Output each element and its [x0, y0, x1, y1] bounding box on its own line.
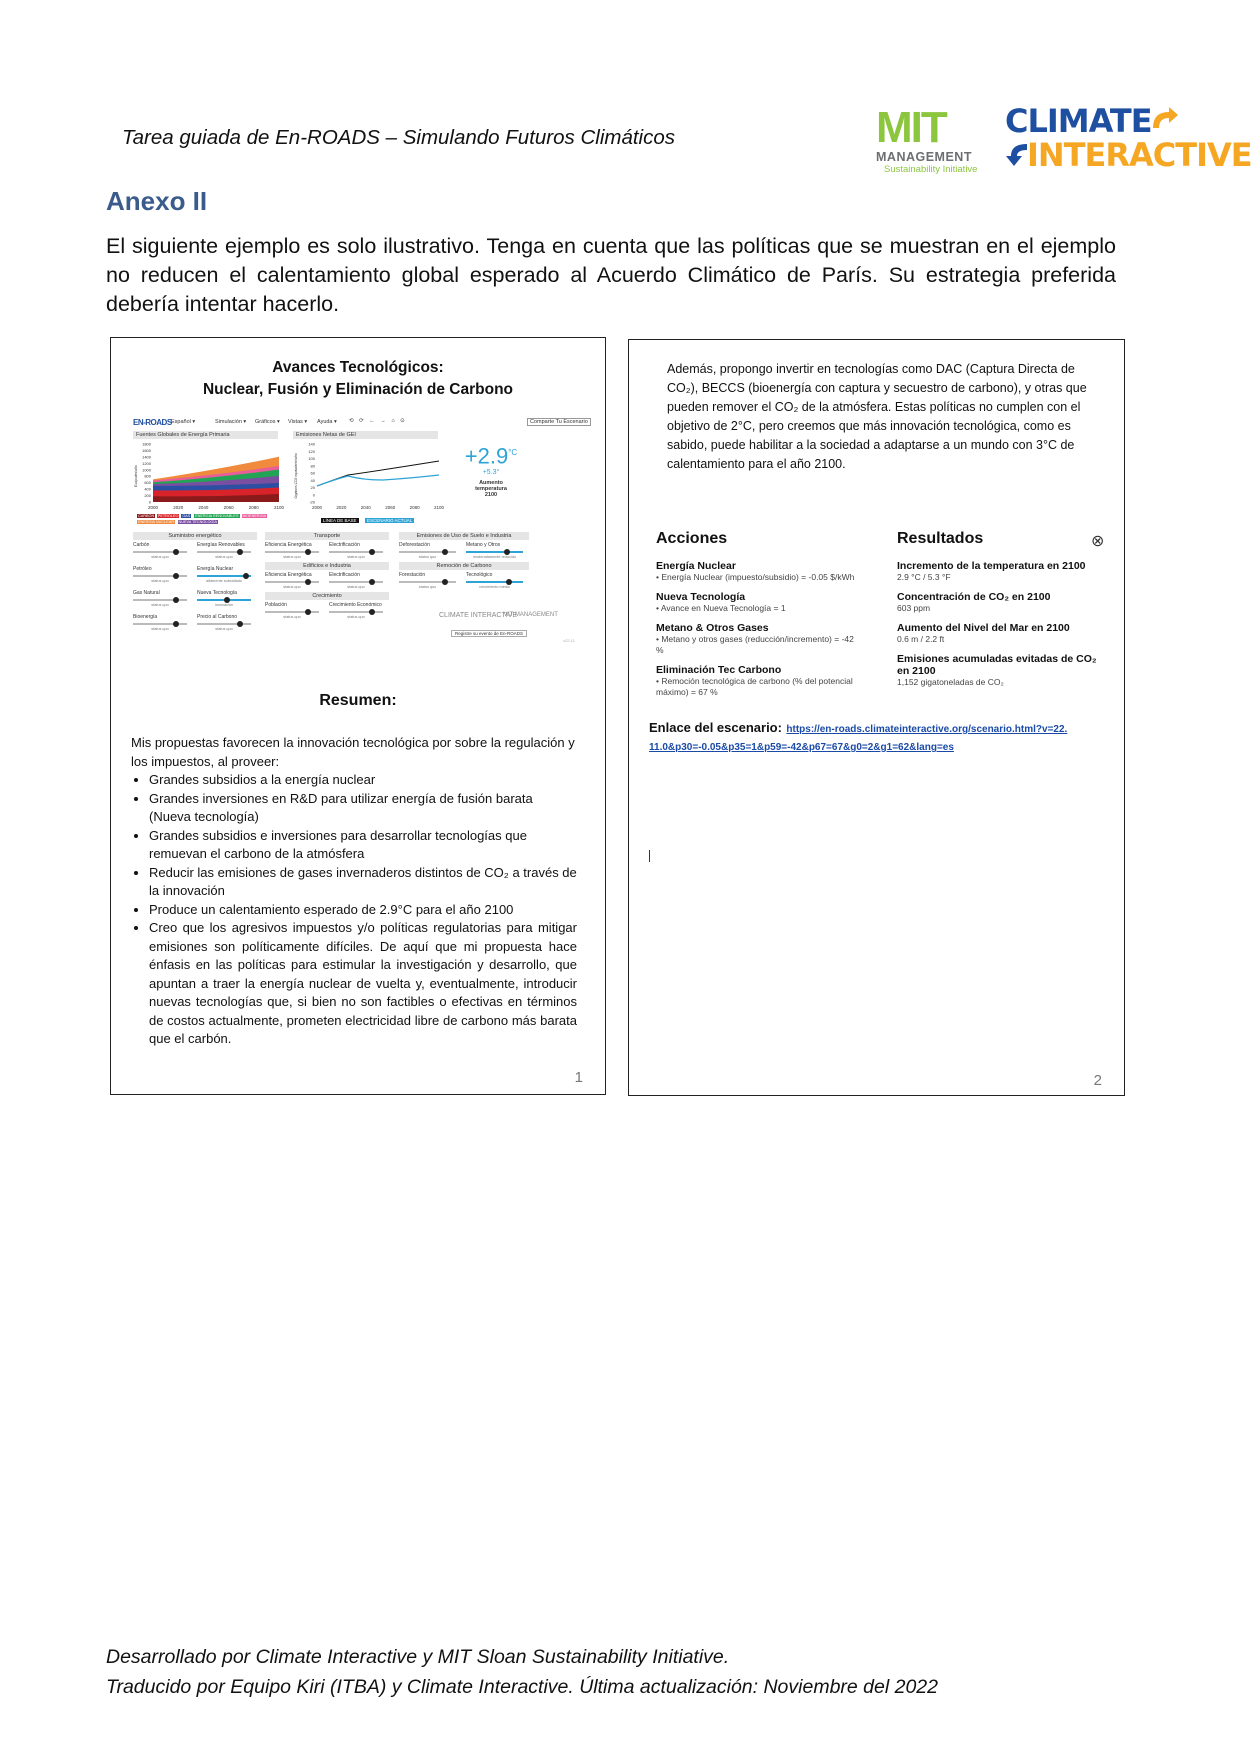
mit-logo-line2: Sustainability Initiative: [884, 164, 978, 175]
temperature-baseline: +5.3°: [482, 469, 500, 477]
slider-status: status quo: [283, 555, 301, 559]
summary-bullets: [131, 771, 577, 1049]
slider-label: Electrificación: [329, 542, 360, 548]
slider-status: crecimiento medio: [479, 585, 510, 589]
result-item: Aumento del Nivel del Mar en 2100 0.6 m / 2.2 ft: [897, 622, 1070, 644]
slider-track[interactable]: [197, 551, 251, 553]
annex-title: Anexo II: [106, 186, 208, 216]
slider-label: Carbón: [133, 542, 150, 548]
chart1-ytick: 1800: [142, 441, 151, 447]
slider-track[interactable]: [197, 623, 251, 625]
chart1-xtick: 2020: [173, 505, 184, 510]
ci-arrow-icon: [1149, 106, 1179, 132]
slider-status: status quo: [215, 627, 233, 631]
slide-2: [628, 339, 1125, 1096]
bullet-item: • Grandes subsidios e inversiones para desarrollar tecnologías que remuevan el carbono de la atmósfera: [149, 827, 577, 864]
mit-logo-mark: MIT: [876, 103, 946, 152]
chart2-xtick: 2080: [409, 505, 420, 510]
chart1-legend-item: NUEVA TECNOLOGÍA: [178, 520, 217, 524]
chart1-ytick: 800: [144, 473, 151, 479]
slider-label: Precio al Carbono: [197, 614, 238, 620]
slider-group-header: Crecimiento: [265, 592, 389, 600]
chart2-ytick: 40: [310, 477, 315, 483]
chart2-ytick: 60: [310, 470, 315, 476]
enroads-undo-redo-icons[interactable]: ⟲ ⟳ ← → ⌂ ⊙: [349, 418, 407, 424]
chart1-legend-item: CARBÓN: [138, 514, 155, 518]
chart1-ytick: 0: [148, 499, 151, 505]
slider-track[interactable]: [265, 551, 319, 553]
chart1-legend-item: BIOENERGÍA: [242, 514, 267, 518]
slider-status: altamente subsidiado: [206, 579, 242, 583]
legend-current: ESCENARIO ACTUAL: [367, 518, 413, 523]
bullet-item: • Grandes subsidios a la energía nuclear: [149, 771, 577, 790]
chart2-xtick: 2000: [311, 505, 323, 510]
slider-knob[interactable]: [173, 621, 179, 627]
results-title: Resultados: [897, 530, 984, 547]
slider-knob[interactable]: [369, 549, 375, 555]
summary-body: [131, 734, 577, 1049]
slider-status: status quo: [151, 603, 169, 607]
chart1-primary-energy: [133, 440, 283, 512]
enroads-menu-graphs[interactable]: Gráficos ▾: [255, 419, 280, 425]
chart2-ytick: 80: [310, 463, 315, 469]
slider-status: status quo: [418, 555, 437, 559]
chart1-legend-item: ENERGÍA NUCLEAR: [138, 520, 175, 524]
slider-label: Eficiencia Energética: [265, 572, 312, 578]
chart2-baseline-line: [317, 461, 439, 486]
slide1-title-line1: Avances Tecnológicos:: [272, 359, 444, 376]
action-item: Eliminación Tec Carbono • Remoción tecnológica de carbono (% del potencial máximo) = 67 %: [656, 664, 853, 697]
chart2-ytick: 140: [308, 441, 315, 447]
chart2-xtick: 2040: [360, 505, 371, 510]
slider-label: Energía Nuclear: [197, 566, 234, 572]
chart1-ytick: 1400: [142, 454, 151, 460]
slider-knob[interactable]: [173, 549, 179, 555]
slider-label: Crecimiento Económico: [329, 602, 382, 608]
bullet-item: • Reducir las emisiones de gases invernaderos distintos de CO₂ a través de la innovación: [149, 864, 577, 901]
slider-label: Eficiencia Energética: [265, 542, 312, 548]
ci-logo-line2: INTERACTIVE: [1027, 136, 1252, 174]
enroads-menu-help[interactable]: Ayuda ▾: [317, 419, 337, 425]
slider-track[interactable]: [329, 581, 383, 583]
legend-baseline: LÍNEA DE BASE: [323, 518, 357, 523]
slider-knob[interactable]: [369, 609, 375, 615]
scenario-link-block: [649, 719, 1069, 755]
temperature-label3: 2100: [484, 492, 498, 499]
summary-title: Resumen:: [319, 692, 397, 709]
slider-track[interactable]: [133, 575, 187, 577]
slider-status: status quo: [283, 585, 301, 589]
slider-track[interactable]: [197, 599, 251, 601]
slider-status: status quo: [151, 627, 169, 631]
enroads-toolbar: [133, 418, 588, 432]
slider-group-header: Edificios e Industria: [265, 562, 389, 570]
slider-knob[interactable]: [305, 549, 311, 555]
chart2-net-ghg: [293, 440, 443, 512]
chart1-ylabel: Exajoules/año: [134, 465, 138, 487]
chart2-xtick: 2020: [336, 505, 347, 510]
slider-track[interactable]: [133, 623, 187, 625]
slider-status: status quo: [215, 555, 233, 559]
chart1-legend-item: GAS: [182, 514, 191, 518]
enroads-share-button[interactable]: Comparte Tu Escenario: [527, 418, 591, 426]
enroads-menu-simulation[interactable]: Simulación ▾: [215, 419, 247, 425]
slider-knob[interactable]: [237, 549, 243, 555]
enroads-version: v22.11: [563, 638, 575, 643]
slide1-page-number: 1: [574, 1069, 583, 1086]
enroads-brand: EN-ROADS: [133, 418, 172, 427]
slider-label: Tecnológico: [466, 572, 493, 578]
slider-knob[interactable]: [369, 579, 375, 585]
slider-label: Electrificación: [329, 572, 360, 578]
slider-knob[interactable]: [305, 609, 311, 615]
slider-status: status quo: [151, 579, 169, 583]
scenario-link[interactable]: https://en-roads.climateinteractive.org/scenario.html?v=22.11.0&p30=-0.05&p35=1&p59=-42&p67=67&g0=2&g1=62&lang=es: [649, 724, 1068, 753]
chart2-ytick: 20: [310, 485, 315, 490]
temperature-panel: [451, 440, 531, 520]
chart2-ytick: -20: [309, 499, 315, 505]
chart2-current-line: [317, 475, 439, 486]
chart2-legend: [321, 518, 441, 526]
chart1-title: Fuentes Globales de Energía Primaria: [136, 432, 230, 438]
slider-track[interactable]: [265, 581, 319, 583]
summary-intro: Mis propuestas favorecen la innovación tecnológica por sobre la regulación y los impuestos, al proveer:: [131, 735, 575, 769]
result-item: Incremento de la temperatura en 2100 2.9 °C / 5.3 °F: [897, 560, 1086, 582]
chart1-xtick: 2100: [273, 505, 285, 510]
mit-sloan-logo: [876, 103, 996, 176]
slider-track[interactable]: [265, 611, 319, 613]
slider-label: Bioenergía: [133, 614, 158, 620]
chart2-ytick: 100: [308, 456, 315, 461]
slider-label: Petróleo: [133, 566, 152, 572]
scenario-link-label: Enlace del escenario:: [649, 720, 782, 735]
slider-status: status quo: [347, 555, 365, 559]
ci-logo-line1: CLIMATE: [1005, 102, 1152, 140]
chart1-legend-item: ENERGÍA RENOVABLES: [195, 514, 239, 518]
slider-status: innovación: [214, 603, 234, 607]
enroads-menu-language[interactable]: Español ▾: [171, 419, 196, 425]
action-item: Metano & Otros Gases • Metano y otros gases (reducción/incremento) = -42 %: [656, 622, 854, 655]
slider-label: Deforestación: [399, 542, 430, 548]
chart1-ytick: 1200: [142, 460, 151, 466]
chart1-xtick: 2040: [198, 505, 209, 510]
slider-label: Nueva Tecnología: [197, 590, 237, 596]
actions-list: [656, 560, 856, 698]
document-header-title: Tarea guiada de En-ROADS – Simulando Futuros Climáticos: [122, 126, 676, 149]
chart2-header: [293, 431, 438, 439]
slider-label: Energías Renovables: [197, 542, 245, 548]
enroads-register-button[interactable]: Registre su evento de En-ROADS: [451, 630, 527, 637]
slider-status: status quo: [347, 585, 365, 589]
chart1-ytick: 1000: [142, 467, 151, 473]
chart2-ytick: 120: [308, 448, 315, 454]
slider-knob[interactable]: [237, 621, 243, 627]
slider-group-header: Transporte: [265, 532, 389, 540]
temperature-label1: Aumento: [479, 480, 503, 487]
chart2-xtick: 2060: [385, 505, 396, 510]
action-item: Energía Nuclear • Energía Nuclear (impuesto/subsidio) = -0.05 $/kWh: [656, 560, 855, 582]
chart1-ytick: 1600: [142, 447, 151, 453]
slider-track[interactable]: [399, 551, 456, 553]
slider-knob[interactable]: [305, 579, 311, 585]
chart2-title: Emisiones Netas de GEI: [296, 432, 356, 438]
slider-status: status quo: [347, 615, 365, 619]
slider-knob[interactable]: [442, 579, 448, 585]
slider-track[interactable]: [466, 551, 523, 553]
slider-track[interactable]: [466, 581, 523, 583]
slider-group-header: Remoción de Carbono: [399, 562, 529, 570]
footer-line2: Traducido por Equipo Kiri (ITBA) y Climate Interactive. Última actualización: Noviembre del 2022: [106, 1676, 938, 1698]
slider-track[interactable]: [133, 551, 187, 553]
slider-label: Gas Natural: [133, 590, 160, 596]
enroads-footer-mit: MIT MANAGEMENT: [503, 612, 558, 618]
chart2-xtick: 2100: [433, 505, 445, 510]
chart2-ylabel: Gigatons CO2 equivalente/año: [294, 453, 298, 499]
slider-status: status quo: [151, 555, 169, 559]
slider-label: Metano y Otros: [466, 542, 501, 548]
chart1-xtick: 2080: [248, 505, 259, 510]
slide-1: [110, 337, 606, 1095]
result-item: Concentración de CO₂ en 2100 603 ppm: [897, 591, 1051, 613]
enroads-screenshot: [133, 418, 588, 668]
slider-status: moderadamente reducido: [472, 555, 517, 559]
bullet-item: • Creo que los agresivos impuestos y/o políticas regulatorias para mitigar emisiones son políticamente difíciles. De aquí que mi propuesta hace énfasis en las políticas para estimular la investigación y desarrollo, que apuntan a traer la energía nuclear de vuelta y, eventualmente, introducir nuevas tecnologías que, si bien no son factibles o efectivas en términos de costos actualmente, prometen electricidad libre de carbono más barata que el carbón.: [149, 919, 577, 1049]
chart1-xtick: 2000: [147, 505, 159, 510]
slider-knob[interactable]: [243, 573, 249, 579]
slider-track[interactable]: [399, 581, 456, 583]
action-item: Nueva Tecnología • Avance en Nueva Tecnología = 1: [656, 591, 786, 613]
slide1-title: [111, 357, 605, 401]
slider-label: Forestación: [399, 572, 426, 578]
mit-logo-line1: MANAGEMENT: [876, 150, 972, 164]
result-item: Emisiones acumuladas evitadas de CO₂ en 2100 1,152 gigatoneladas de CO₂: [897, 653, 1097, 687]
chart1-header: [133, 431, 278, 439]
chart1-ytick: 200: [144, 493, 151, 499]
chart1-ytick: 400: [144, 486, 151, 492]
slider-group-header: Suministro energético: [133, 532, 257, 540]
slider-track[interactable]: [329, 551, 383, 553]
slider-label: Población: [265, 602, 287, 608]
chart1-xtick: 2060: [223, 505, 234, 510]
slider-knob[interactable]: [173, 597, 179, 603]
slider-track[interactable]: [197, 575, 251, 577]
slide2-paragraph: Además, propongo invertir en tecnologías como DAC (Captura Directa de CO₂), BECCS (bioenergía con captura y secuestro de carbono), y otras que pueden remover el CO₂ de la atmósfera. Estas políticas no cumplen con el objetivo de 2°C, pero creemos que más innovación tecnológica, como es sabido, puede habilitar a la sociedad a adaptarse a un mundo con 3°C de calentamiento para el año 2100.: [667, 362, 1087, 471]
slider-knob[interactable]: [442, 549, 448, 555]
bullet-item: • Grandes inversiones en R&D para utilizar energía de fusión barata (Nueva tecnología): [149, 790, 577, 827]
slider-group-header: Emisiones de Uso de Suelo e Industria: [399, 532, 529, 540]
close-icon[interactable]: ⊗: [1091, 533, 1105, 550]
chart1-ytick: 600: [144, 480, 151, 486]
slider-track[interactable]: [133, 599, 187, 601]
bullet-item: • Produce un calentamiento esperado de 2.9°C para el año 2100: [149, 901, 577, 920]
slider-knob[interactable]: [173, 573, 179, 579]
slider-status: status quo: [283, 615, 301, 619]
chart2-ytick: 0: [312, 492, 315, 498]
temperature-label2: temperatura: [475, 486, 507, 493]
slide1-title-line2: Nuclear, Fusión y Eliminación de Carbono: [202, 381, 514, 398]
enroads-menu-views[interactable]: Vistas ▾: [288, 419, 308, 425]
text-cursor: [649, 850, 650, 862]
slider-track[interactable]: [329, 611, 383, 613]
intro-paragraph: El siguiente ejemplo es solo ilustrativo. Tenga en cuenta que las políticas que se muestran en el ejemplo no reducen el calentamiento global esperado al Acuerdo Climático de París. Su estrategia preferida debería intentar hacerlo.: [106, 234, 1116, 316]
enroads-footer-ci: CLIMATE INTERACTIVE: [439, 612, 518, 619]
slide2-page-number: 2: [1093, 1072, 1102, 1089]
chart1-legend: [137, 514, 287, 528]
results-list: [897, 560, 1097, 688]
climate-interactive-logo: [1005, 102, 1252, 174]
slider-status: status quo: [418, 585, 437, 589]
footer-line1: Desarrollado por Climate Interactive y MIT Sloan Sustainability Initiative.: [106, 1646, 730, 1668]
enroads-sliders: [133, 532, 583, 662]
actions-title: Acciones: [656, 530, 728, 547]
temperature-value: $+2.9^{^\circ C}$: [464, 443, 518, 469]
chart1-legend-item: PETRÓLEO: [157, 514, 179, 518]
